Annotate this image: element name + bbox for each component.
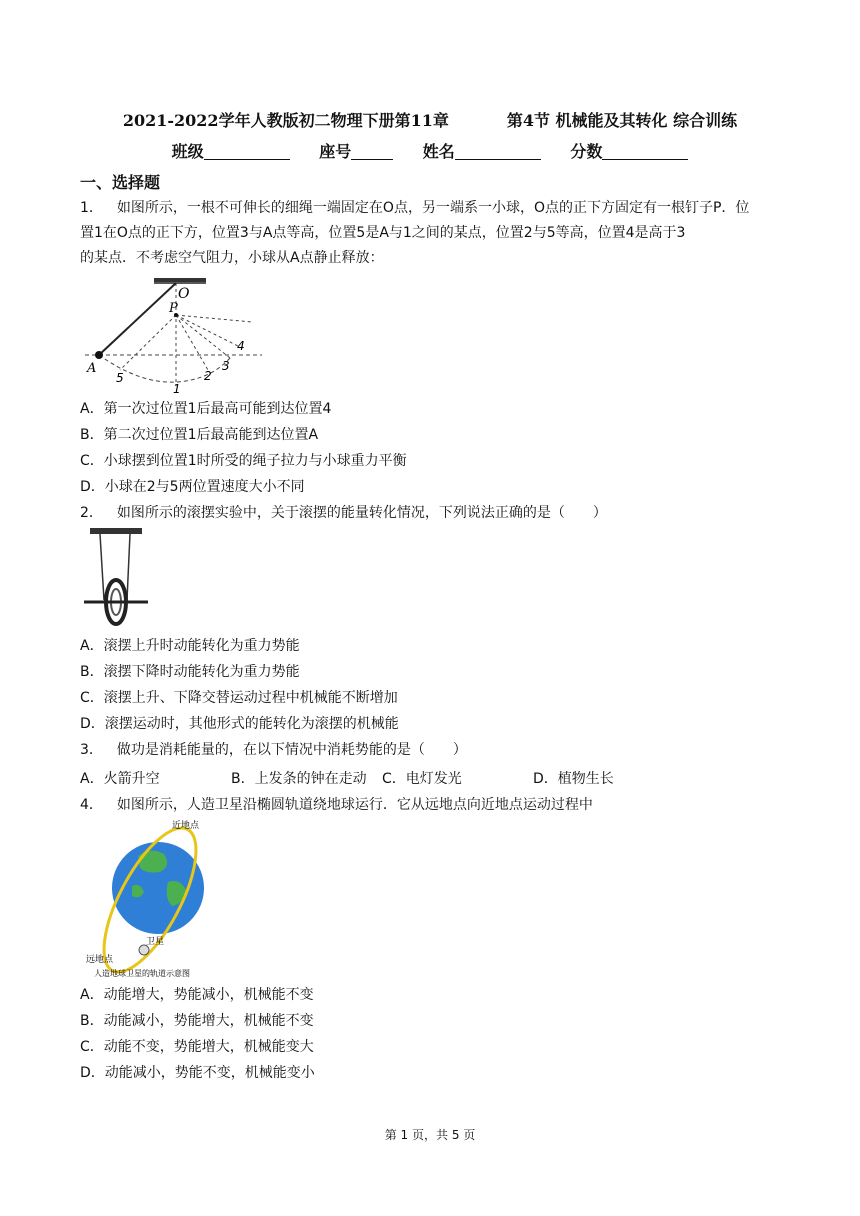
q1-stem-line-2: 置1在O点的正下方，位置3与A点等高，位置5是A与1之间的某点，位置2与5等高，位置4是高于3 [80, 225, 686, 241]
q3-stem: 3． 做功是消耗能量的，在以下情况中消耗势能的是（ ） [80, 742, 467, 758]
label-2: 2 [204, 369, 212, 383]
section-title: 一、选择题 [80, 173, 161, 192]
label-perigee: 近地点 [172, 821, 200, 831]
q3-option-c[interactable]: C．电灯发光 [382, 771, 462, 787]
label-1: 1 [173, 382, 181, 396]
q3-option-a[interactable]: A．火箭升空 [80, 771, 160, 787]
label-satellite: 卫星 [146, 937, 165, 947]
q2-stem: 2． 如图所示的滚摆实验中，关于滚摆的能量转化情况，下列说法正确的是（ ） [80, 505, 607, 521]
label-4: 4 [237, 339, 245, 353]
label-o: O [178, 286, 190, 302]
label-3: 3 [222, 359, 230, 373]
q4-option-b[interactable]: B．动能减小，势能增大，机械能不变 [80, 1013, 314, 1029]
pendulum-diagram [80, 274, 270, 396]
satellite-orbit-diagram [80, 816, 220, 980]
q3-option-d[interactable]: D．植物生长 [533, 771, 614, 787]
pendulum-string [99, 283, 176, 355]
q2-option-d[interactable]: D．滚摆运动时，其他形式的能转化为滚摆的机械能 [80, 716, 399, 732]
student-info-row [0, 139, 860, 162]
ceiling-hatch [154, 278, 206, 283]
q1-option-a[interactable]: A．第一次过位置1后最高可能到达位置4 [80, 401, 332, 417]
q4-option-c[interactable]: C．动能不变，势能增大，机械能变大 [80, 1039, 314, 1055]
title-left: 2021-2022学年人教版初二物理下册第11章 [122, 111, 449, 130]
q2-option-b[interactable]: B．滚摆下降时动能转化为重力势能 [80, 664, 300, 680]
ball [95, 351, 103, 359]
q1-option-c[interactable]: C．小球摆到位置1时所受的绳子拉力与小球重力平衡 [80, 453, 407, 469]
q4-option-d[interactable]: D．动能减小，势能不变，机械能变小 [80, 1065, 315, 1081]
label-a: A [87, 361, 97, 376]
q2-option-c[interactable]: C．滚摆上升、下降交替运动过程中机械能不断增加 [80, 690, 398, 706]
q4-stem: 4． 如图所示，人造卫星沿椭圆轨道绕地球运行．它从远地点向近地点运动过程中 [80, 797, 593, 813]
page-number: 第 1 页，共 5 页 [384, 1128, 476, 1142]
q1-stem-line-1: 1． 如图所示，一根不可伸长的细绳一端固定在O点，另一端系一小球，O点的正下方固定有一根钉子P．位 [80, 200, 750, 216]
label-apogee: 远地点 [86, 955, 114, 965]
maxwell-wheel-diagram [80, 526, 152, 630]
q2-option-a[interactable]: A．滚摆上升时动能转化为重力势能 [80, 638, 300, 654]
score-field[interactable]: 分数 [570, 142, 688, 161]
label-p: P [169, 301, 178, 316]
q1-option-b[interactable]: B．第二次过位置1后最高能到达位置A [80, 427, 319, 443]
label-5: 5 [116, 371, 124, 385]
name-field[interactable]: 姓名 [423, 142, 541, 161]
class-field[interactable]: 班级 [172, 142, 290, 161]
q1-option-d[interactable]: D．小球在2与5两位置速度大小不同 [80, 479, 305, 495]
q1-stem-line-3: 的某点．不考虑空气阻力，小球从A点静止释放： [80, 250, 384, 266]
figure-caption: 人造地球卫星的轨道示意图 [94, 969, 190, 978]
seat-field[interactable]: 座号 [319, 142, 393, 161]
q3-option-b[interactable]: B．上发条的钟在走动 [231, 771, 367, 787]
title-right: 第4节 机械能及其转化 综合训练 [506, 111, 738, 130]
page-title [0, 108, 860, 131]
q4-option-a[interactable]: A．动能增大，势能减小，机械能不变 [80, 987, 314, 1003]
